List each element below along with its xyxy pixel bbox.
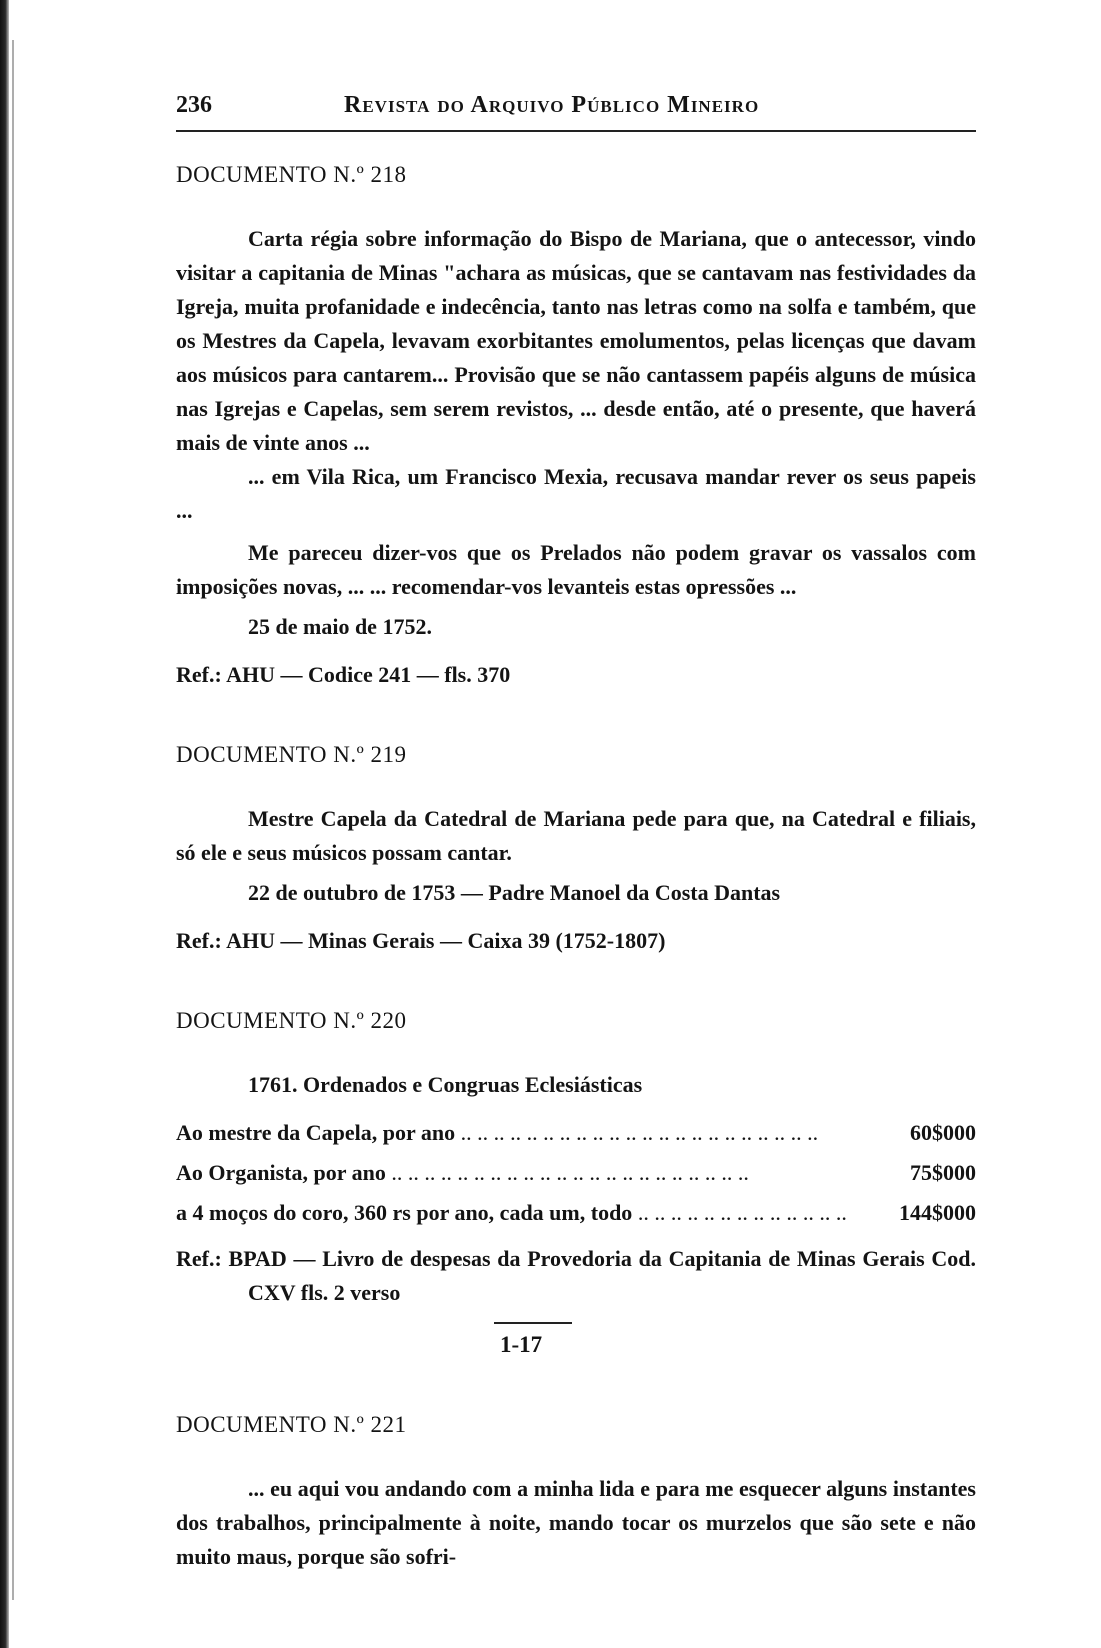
table-row: [176, 1196, 976, 1236]
doc218-paragraph-1: Carta régia sobre informação do Bispo de Mariana, que o antecessor, vindo visitar a capitania de Minas "achara as músicas, que se cantavam nas festividades da Igreja, muita profanidade e indecência, tanto nas letras como na solfa e também, que os Mestres da Capela, levavam exorbitantes emolumentos, pelas licenças que davam aos músicos para cantarem... Provisão que se não cantassem papéis alguns de música nas Igrejas e Capelas, sem serem revistos, ... desde então, até o presente, que haverá mais de vinte anos ...: [176, 226, 976, 455]
scan-edge-shadow: [12, 40, 14, 1600]
doc220-ref: Ref.: BPAD — Livro de despesas da Provedoria da Capitania de Minas Gerais Cod. CXV fls. 2 verso: [176, 1246, 976, 1305]
page: [176, 88, 976, 1574]
doc221-paragraph-1: ... eu aqui vou andando com a minha lida e para me esquecer alguns instantes dos trabalhos, principalmente à noite, mando tocar os murzelos que são sete e não muito maus, porque são sofri-: [176, 1476, 976, 1569]
doc218-ref: Ref.: AHU — Codice 241 — fls. 370: [176, 662, 511, 687]
doc219-date: 22 de outubro de 1753 — Padre Manoel da Costa Dantas: [248, 880, 781, 905]
row-label: Ao Organista, por ano .. ..: [176, 1156, 848, 1190]
row-amount: 75$000: [910, 1160, 976, 1185]
doc218-date: 25 de maio de 1752.: [248, 614, 432, 639]
page-number: 236: [176, 92, 212, 118]
doc219-paragraph-1: Mestre Capela da Catedral de Mariana pede para que, na Catedral e filiais, só ele e seus músicos possam cantar.: [176, 806, 976, 865]
table-row: [176, 1156, 976, 1196]
scan-edge: [0, 0, 9, 1648]
running-title: Revista do Arquivo Público Mineiro: [344, 92, 760, 118]
doc218-heading: DOCUMENTO N.º 218: [176, 162, 407, 187]
signature-rule: [494, 1322, 572, 1324]
printer-signature: 1-17: [500, 1332, 543, 1357]
doc220-heading: DOCUMENTO N.º 220: [176, 1008, 407, 1033]
table-row: [176, 1116, 976, 1156]
row-amount: 60$000: [910, 1120, 976, 1145]
doc218-paragraph-2: ... em Vila Rica, um Francisco Mexia, recusava mandar rever os seus papeis ...: [176, 464, 976, 523]
doc220-subtitle: 1761. Ordenados e Congruas Eclesiásticas: [248, 1072, 643, 1097]
row-amount: 144$000: [899, 1200, 976, 1225]
doc218-paragraph-3: Me pareceu dizer-vos que os Prelados não podem gravar os vassalos com imposições novas, ... ... recomendar-vos levanteis estas opressões ...: [176, 540, 976, 599]
header-rule: [176, 130, 976, 132]
row-label: a 4 moços do coro, 360 rs por ano, cada um, todo .. ..: [176, 1196, 848, 1230]
doc219-heading: DOCUMENTO N.º 219: [176, 742, 407, 767]
row-label: Ao mestre da Capela, por ano .. ..: [176, 1116, 848, 1150]
doc221-heading: DOCUMENTO N.º 221: [176, 1412, 407, 1437]
running-header: [176, 88, 976, 128]
doc219-ref: Ref.: AHU — Minas Gerais — Caixa 39 (1752-1807): [176, 928, 666, 953]
